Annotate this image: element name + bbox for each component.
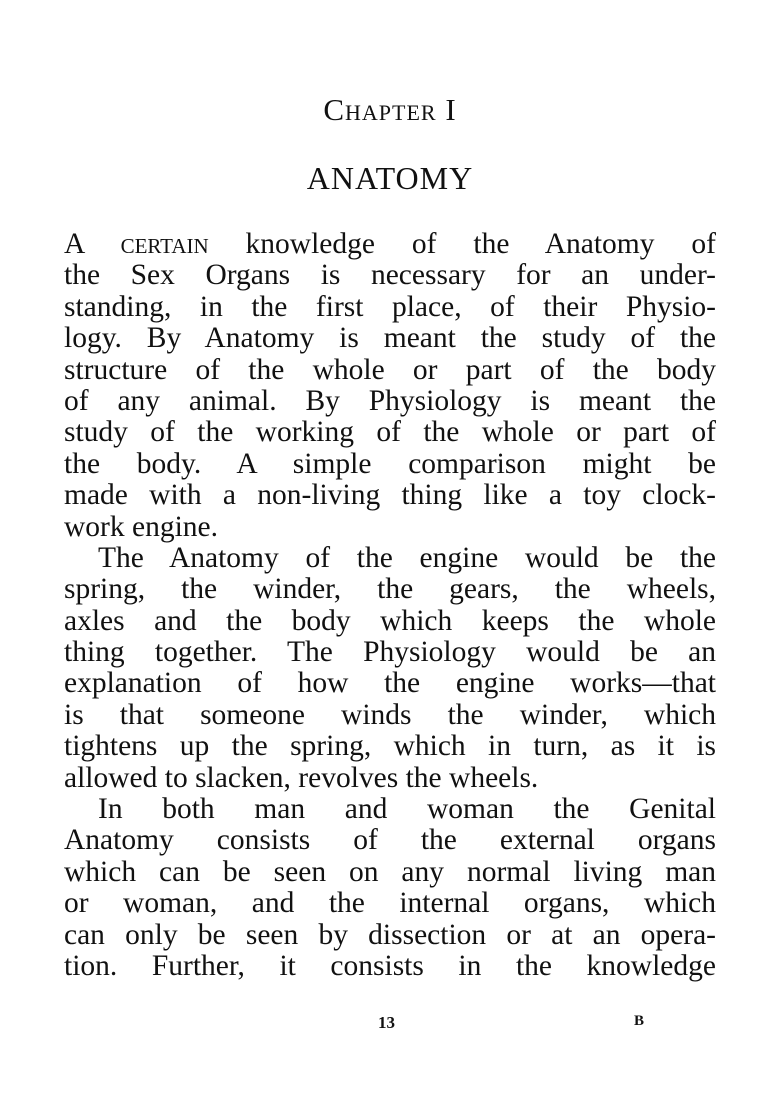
lead-in-smallcaps: A certain bbox=[64, 228, 209, 260]
text-line: tightens up the spring, which in turn, as it is bbox=[64, 730, 716, 763]
body-text bbox=[64, 229, 716, 982]
text-line: made with a non-living thing like a toy clock- bbox=[64, 479, 716, 512]
text-line: axles and the body which keeps the whole bbox=[64, 604, 716, 637]
text-line: The Anatomy of the engine would be the bbox=[98, 541, 716, 574]
text-line: explanation of how the engine works—that bbox=[64, 667, 716, 700]
text-line: Anatomy consists of the external organs bbox=[64, 824, 716, 857]
chapter-title: ANATOMY bbox=[306, 160, 474, 196]
text-line: of any animal. By Physiology is meant the bbox=[64, 384, 716, 417]
text-line: spring, the winder, the gears, the wheels, bbox=[64, 573, 716, 606]
signature-mark: B bbox=[634, 1013, 645, 1029]
text-line bbox=[64, 229, 716, 260]
text-line: or woman, and the internal organs, which bbox=[64, 887, 716, 920]
text-line: standing, in the first place, of their Physio- bbox=[64, 290, 716, 323]
page-number: 13 bbox=[378, 1013, 395, 1032]
text-line: is that someone winds the winder, which bbox=[64, 698, 716, 731]
chapter-label: Chapter I bbox=[323, 92, 457, 127]
text-line: thing together. The Physiology would be an bbox=[64, 636, 716, 669]
text-line: In both man and woman the Genital bbox=[98, 793, 716, 826]
text-line: logy. By Anatomy is meant the study of the bbox=[64, 322, 716, 355]
text-line: the body. A simple comparison might be bbox=[64, 447, 716, 480]
text-line: which can be seen on any normal living man bbox=[64, 855, 716, 888]
text-line-content: knowledge of the Anatomy of bbox=[208, 228, 716, 260]
text-line: study of the working of the whole or part of bbox=[64, 416, 716, 449]
text-line: allowed to slacken, revolves the wheels. bbox=[64, 761, 539, 794]
text-line: work engine. bbox=[64, 510, 219, 543]
text-line: tion. Further, it consists in the knowledge bbox=[64, 949, 716, 982]
text-line: the Sex Organs is necessary for an under- bbox=[64, 259, 716, 292]
text-line: structure of the whole or part of the body bbox=[64, 353, 716, 386]
text-line: can only be seen by dissection or at an opera- bbox=[64, 918, 716, 951]
